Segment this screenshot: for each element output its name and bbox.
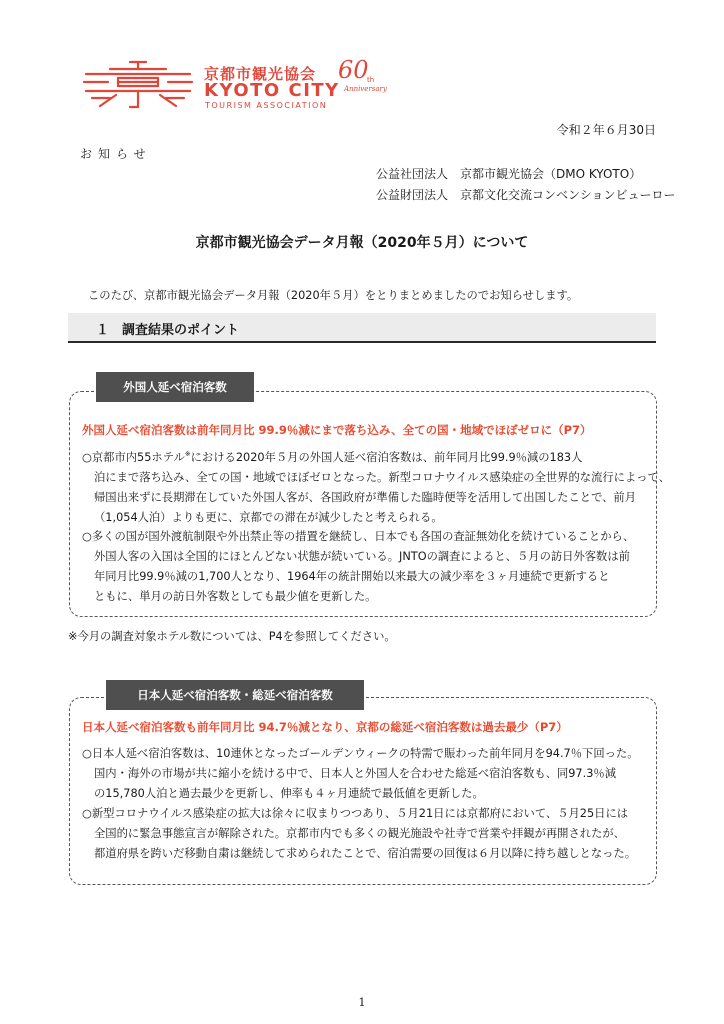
japanese-guests-bullet-1 — [82, 744, 658, 804]
text-line: 年同月比99.9％減の1,700人となり、1964年の統計開始以来最大の減少率を３ヶ月連続で更新すると — [94, 570, 610, 583]
japanese-guests-bullet-2 — [82, 804, 658, 864]
anniversary-suffix: th — [367, 76, 375, 84]
text-line: （1,054人泊）よりも更に、京都での滞在が減少したと考えられる。 — [94, 511, 443, 524]
anniversary-text: Anniversary — [344, 85, 387, 93]
60th-anniversary-emblem — [336, 52, 392, 94]
foreign-guests-label: 外国人延べ宿泊客数 — [96, 372, 254, 402]
text-line: 都道府県を跨いだ移動自粛は継続して求められたことで、宿泊需要の回復は６月以降に持ち越しとなった。 — [94, 847, 637, 860]
text-line: ともに、単月の訪日外客数としても最少値を更新した。 — [94, 590, 377, 603]
section-title: １ 調査結果のポイント — [96, 323, 240, 338]
kyoto-tourism-logo-mark — [82, 60, 194, 110]
text-line: ○日本人延べ宿泊客数は、10連休となったゴールデンウィークの特需で賑わった前年同月を94.7％下回った。 — [82, 747, 639, 760]
foreign-guests-bullet-1 — [82, 448, 670, 528]
notice-label: お知らせ — [80, 147, 152, 161]
logo-name-japanese: 京都市観光協会 — [204, 65, 317, 83]
text-line: 国内・海外の市場が共に縮小を続ける中で、日本人と外国人を合わせた総延べ宿泊客数も、同97.3％減 — [94, 767, 616, 780]
issuer-organization-2: 公益財団法人 京都文化交流コンベンションビューロー — [376, 188, 676, 202]
text-line: 帰国出来ずに長期滞在していた外国人客が、各国政府が準備した臨時便等を活用して出国したことで、前月 — [94, 491, 637, 504]
anniversary-number: 60 — [338, 56, 369, 84]
intro-text: このたび、京都市観光協会データ月報（2020年５月）をとりまとめましたのでお知らせします。 — [88, 289, 579, 302]
text-line: 全国的に緊急事態宣言が解除された。京都市内でも多くの観光施設や社寺で営業や拝観が再開されたが、 — [94, 827, 625, 840]
footnote: ※今月の調査対象ホテル数については、P4を参照してください。 — [68, 630, 396, 643]
text-line: ○新型コロナウイルス感染症の拡大は徐々に収まりつつあり、５月21日には京都府において、５月25日には — [82, 807, 629, 820]
japanese-guests-headline: 日本人延べ宿泊客数も前年同月比 94.7％減となり、京都の総延べ宿泊客数は過去最少（P7） — [82, 720, 568, 734]
document-title: 京都市観光協会データ月報（2020年５月）について — [195, 235, 529, 251]
document-date: 令和２年６月30日 — [556, 123, 656, 137]
foreign-guests-bullet-2 — [82, 527, 658, 607]
text-line: 外国人客の入国は全国的にほとんどない状態が続いている。JNTOの調査によると、５月の訪日外客数は前 — [94, 550, 630, 563]
text-line: 泊にまで落ち込み、全ての国・地域でほぼゼロとなった。新型コロナウイルス感染症の全世界的な流行によって、 — [94, 471, 670, 484]
footnote-mark: ※ — [184, 450, 191, 459]
logo-name-english-sub: TOURISM ASSOCIATION — [205, 101, 328, 110]
foreign-guests-headline: 外国人延べ宿泊客数は前年同月比 99.9％減にまで落ち込み、全ての国・地域でほぼゼロに（P7） — [82, 423, 592, 437]
issuer-organization-1: 公益社団法人 京都市観光協会（DMO KYOTO） — [376, 167, 642, 181]
text-line: ○京都市内55ホテル※における2020年５月の外国人延べ宿泊客数は、前年同月比99.9％減の183人 — [82, 450, 583, 464]
japanese-guests-label: 日本人延べ宿泊客数・総延べ宿泊客数 — [106, 680, 364, 710]
page-number: 1 — [358, 996, 366, 1009]
logo-name-english: KYOTO CITY — [204, 80, 340, 101]
text-line: ○多くの国が国外渡航制限や外出禁止等の措置を継続し、日本でも各国の査証無効化を続けていることから、 — [82, 530, 635, 543]
text-line: の15,780人泊と過去最少を更新し、伸率も４ヶ月連続で最低値を更新した。 — [94, 787, 484, 800]
